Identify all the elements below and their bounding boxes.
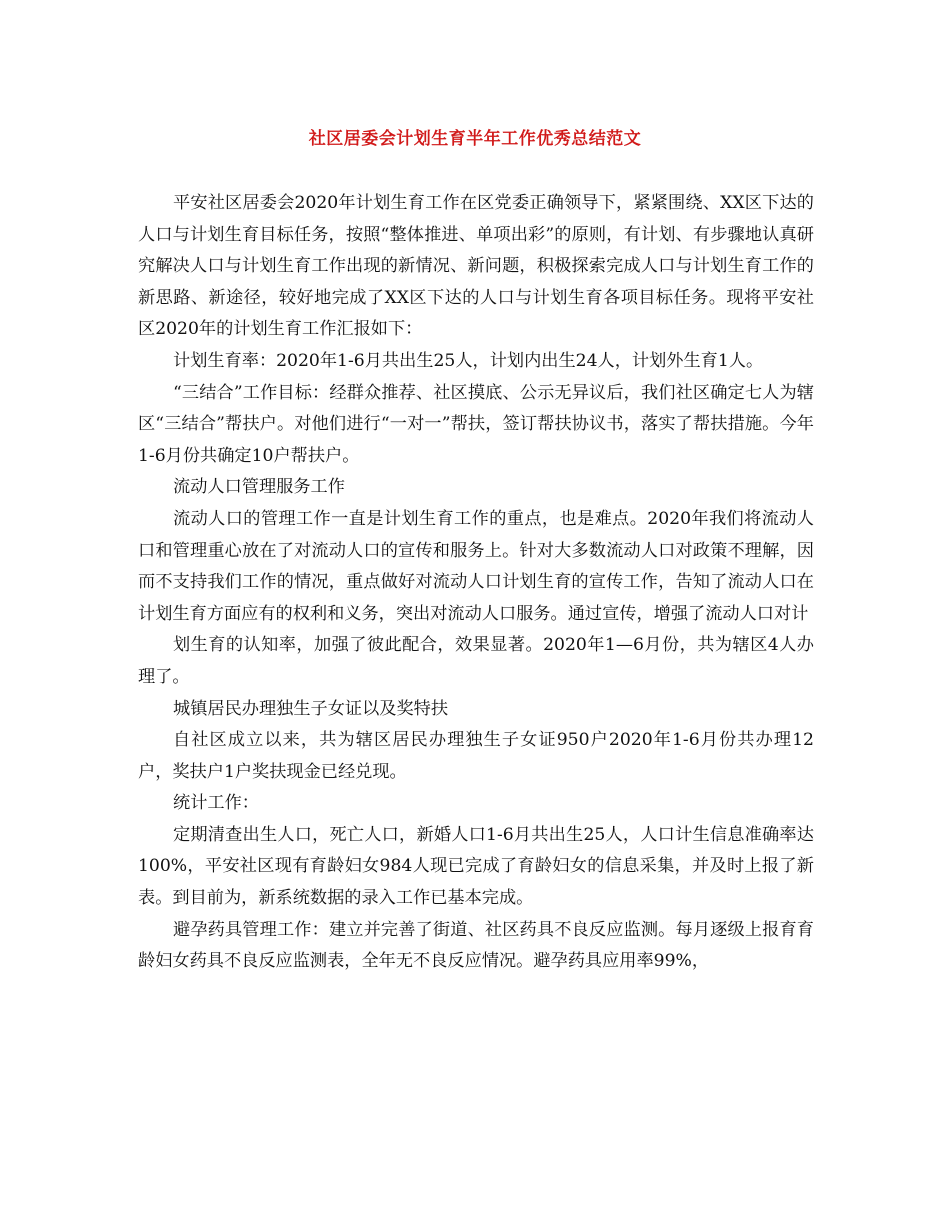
paragraph-three-combination: “三结合”工作目标：经群众推荐、社区摸底、公示无异议后，我们社区确定七人为辖区“三结合”帮扶户。对他们进行“一对一”帮扶，签订帮扶协议书，落实了帮扶措施。今年1-6月份共确定10户帮扶户。 [138,382,814,466]
paragraph-birth-rate: 计划生育率：2020年1-6月共出生25人，计划内出生24人，计划外生育1人。 [173,350,764,371]
paragraph-intro: 平安社区居委会2020年计划生育工作在区党委正确领导下，紧紧围绕、XX区下达的人口与计划生育目标任务，按照“整体推进、单项出彩”的原则，有计划、有步骤地认真研究解决人口与计划生育工作出现的新情况、新问题，积极探索完成人口与计划生育工作的新思路、新途径，较好地完成了XX区下达的人口与计划生育各项目标任务。现将平安社区2020年的计划生育工作汇报如下： [138,193,814,340]
paragraph-heading-only-child: 城镇居民办理独生子女证以及奖特扶 [173,698,449,719]
paragraph-statistics: 定期清查出生人口，死亡人口，新婚人口1-6月共出生25人，人口计生信息准确率达100%，平安社区现有育龄妇女984人现已完成了育龄妇女的信息采集，并及时上报了新表。到目前为，新系统数据的录入工作已基本完成。 [138,824,814,909]
paragraph-floating-population: 流动人口的管理工作一直是计划生育工作的重点，也是难点。2020年我们将流动人口和管理重心放在了对流动人口的宣传和服务上。针对大多数流动人口对政策不理解，因而不支持我们工作的情况，重点做好对流动人口计划生育的宣传工作，告知了流动人口在计划生育方面应有的权利和义务，突出对流动人口服务。通过宣传，增强了流动人口对计 [138,508,814,624]
paragraph-heading-statistics: 统计工作： [173,793,259,814]
paragraph-awareness: 划生育的认知率，加强了彼此配合，效果显著。2020年1—6月份，共为辖区4人办理了。 [138,635,814,687]
paragraph-contraceptives: 避孕药具管理工作：建立并完善了街道、社区药具不良反应监测。每月逐级上报育育龄妇女药具不良反应监测表，全年无不良反应情况。避孕药具应用率99%， [138,919,814,972]
paragraph-only-child: 自社区成立以来，共为辖区居民办理独生子女证950户2020年1-6月份共办理12户，奖扶户1户奖扶现金已经兑现。 [138,730,814,782]
document-body [138,188,814,978]
document-title: 社区居委会计划生育半年工作优秀总结范文 [308,129,642,149]
paragraph-heading-floating-population: 流动人口管理服务工作 [173,477,345,498]
